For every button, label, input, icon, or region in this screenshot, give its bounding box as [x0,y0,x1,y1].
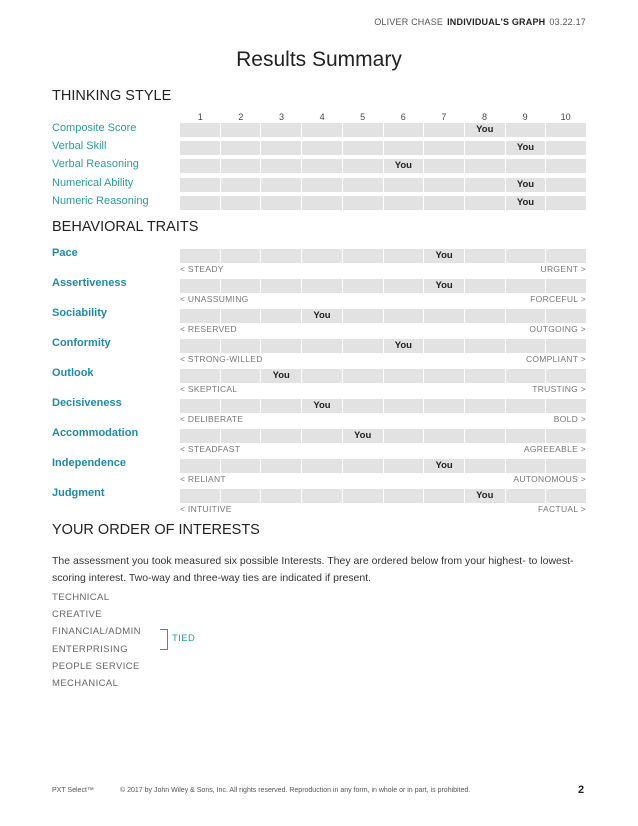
trait-high: FORCEFUL > [530,294,586,304]
score-cell [221,196,261,210]
score-bar [180,196,586,210]
trait-label: Outlook [52,367,94,379]
score-cell [261,489,301,503]
score-cell [261,399,301,413]
score-cell [546,399,586,413]
score-cell [384,429,424,443]
score-cell [261,159,301,173]
you-marker: You [476,490,494,501]
behavioral-traits-heading: BEHAVIORAL TRAITS [52,219,199,235]
you-marker: You [435,460,453,471]
you-marker: You [394,340,412,351]
score-cell [384,459,424,473]
score-cell [384,141,424,155]
interests-intro: The assessment you took measured six possible Interests. They are ordered below from your highest- to lowest-scoring interest. Two-way and three-way ties are indicated if present. [52,555,574,584]
scale-number: 6 [400,112,406,122]
page-number: 2 [578,784,585,796]
score-cell [261,339,301,353]
trait-low: < DELIBERATE [180,414,244,424]
score-cell [343,459,383,473]
trait-low: < STEADFAST [180,444,241,454]
scale-number: 8 [481,112,487,122]
score-cell [424,339,464,353]
score-cell [384,399,424,413]
score-cell [343,249,383,263]
trait-label: Conformity [52,337,111,349]
score-cell [302,196,342,210]
score-cell [343,196,383,210]
score-cell [221,141,261,155]
trait-range [180,444,586,454]
scale-number: 2 [238,112,244,122]
score-cell [261,429,301,443]
score-cell [180,369,220,383]
you-marker: You [272,370,290,381]
score-cell [506,369,546,383]
you-marker: You [435,250,453,261]
score-cell [261,369,301,383]
trait-low: < SKEPTICAL [180,384,238,394]
score-cell [302,399,342,413]
score-cell [221,159,261,173]
thinking-row-label: Verbal Reasoning [52,158,139,171]
score-cell [180,178,220,192]
trait-low: < STEADY [180,264,224,274]
score-cell [384,196,424,210]
interest-item: PEOPLE SERVICE [52,660,140,672]
score-cell [546,249,586,263]
you-marker: You [516,178,535,190]
trait-range [180,474,586,484]
score-cell [384,369,424,383]
score-cell [465,399,505,413]
score-cell [343,309,383,323]
score-cell [506,123,546,137]
trait-label: Accommodation [52,427,139,439]
score-cell [180,279,220,293]
score-cell [465,339,505,353]
score-cell [465,196,505,210]
trait-label: Judgment [52,487,105,499]
thinking-row-label: Verbal Skill [52,140,107,153]
interest-item: ENTERPRISING [52,643,129,655]
trait-high: COMPLIANT > [525,354,586,364]
score-cell [465,309,505,323]
score-cell [343,141,383,155]
trait-high: BOLD > [553,414,586,424]
score-cell [261,123,301,137]
header-report: INDIVIDUAL'S GRAPH [447,17,546,27]
score-cell [506,196,546,210]
score-cell [506,249,546,263]
score-cell [546,159,586,173]
score-cell [506,279,546,293]
score-cell [546,178,586,192]
score-bar [180,249,586,263]
trait-label: Decisiveness [52,397,122,409]
score-cell [180,249,220,263]
scale-number: 7 [441,112,447,122]
scale-number: 3 [278,112,284,122]
you-marker: You [516,196,535,208]
score-cell [424,309,464,323]
score-bar [180,429,586,443]
score-cell [465,249,505,263]
score-cell [221,309,261,323]
header-date: 03.22.17 [549,17,586,27]
score-bar [180,369,586,383]
trait-label: Independence [52,457,126,469]
trait-range [180,384,586,394]
thinking-row-label: Composite Score [52,122,137,134]
score-cell [261,141,301,155]
score-cell [424,399,464,413]
score-cell [261,249,301,263]
score-cell [180,459,220,473]
score-cell [424,178,464,192]
score-cell [465,159,505,173]
trait-high: AUTONOMOUS > [513,474,586,484]
you-marker: You [476,124,494,135]
score-cell [506,178,546,192]
trait-range [180,504,586,514]
score-cell [384,123,424,137]
score-cell [302,178,342,192]
score-cell [180,123,220,137]
score-cell [343,178,383,192]
score-cell [465,459,505,473]
score-cell [424,249,464,263]
trait-high: FACTUAL > [538,504,586,514]
page-header [374,17,586,27]
score-cell [384,339,424,353]
trait-range [180,324,586,334]
score-cell [302,459,342,473]
score-cell [465,429,505,443]
score-cell [221,399,261,413]
score-cell [506,159,546,173]
score-cell [221,369,261,383]
score-cell [424,369,464,383]
interests-heading: YOUR ORDER OF INTERESTS [52,522,260,538]
trait-low: < STRONG-WILLED [180,354,263,364]
score-bar [180,309,586,323]
score-cell [424,196,464,210]
score-cell [180,196,220,210]
score-cell [465,178,505,192]
thinking-row-label: Numeric Reasoning [52,194,149,207]
score-cell [261,178,301,192]
score-bar [180,489,586,503]
trait-label: Assertiveness [52,277,127,289]
trait-high: OUTGOING > [529,324,586,334]
footer-product: PXT Select™ [52,787,94,794]
score-bar [180,279,586,293]
score-cell [180,489,220,503]
scale-number: 5 [360,112,366,122]
score-cell [546,489,586,503]
you-marker: You [516,142,535,154]
score-cell [546,123,586,137]
score-cell [465,123,505,137]
score-cell [546,369,586,383]
score-cell [221,249,261,263]
score-bar [180,459,586,473]
score-cell [302,429,342,443]
trait-label: Sociability [52,307,108,319]
trait-range [180,264,586,274]
score-cell [221,459,261,473]
score-cell [506,489,546,503]
score-cell [180,159,220,173]
score-bar [180,141,586,155]
trait-range [180,414,586,424]
tie-bracket [160,629,168,650]
score-cell [506,459,546,473]
score-cell [180,309,220,323]
you-marker: You [313,310,331,321]
trait-high: AGREEABLE > [523,444,586,454]
score-cell [302,141,342,155]
page-title: Results Summary [236,48,402,71]
score-cell [506,141,546,155]
score-cell [424,123,464,137]
score-cell [465,489,505,503]
score-bar [180,339,586,353]
score-cell [221,429,261,443]
score-cell [384,279,424,293]
score-cell [343,489,383,503]
score-cell [180,429,220,443]
score-cell [465,141,505,155]
trait-low: < INTUITIVE [180,504,232,514]
score-cell [546,339,586,353]
score-cell [546,429,586,443]
score-bar [180,123,586,137]
score-cell [302,369,342,383]
score-cell [261,196,301,210]
trait-label: Pace [52,247,78,259]
score-cell [343,429,383,443]
score-cell [221,178,261,192]
score-cell [261,279,301,293]
score-cell [424,141,464,155]
scale-number: 1 [197,112,203,122]
you-marker: You [354,430,372,441]
score-cell [343,339,383,353]
score-cell [424,429,464,443]
score-cell [546,459,586,473]
score-cell [343,399,383,413]
score-cell [424,159,464,173]
score-cell [424,279,464,293]
scale-number: 10 [560,112,571,122]
score-bar [180,178,586,192]
interest-item: MECHANICAL [52,678,119,689]
interest-item: CREATIVE [52,609,103,621]
header-name: OLIVER CHASE [374,17,444,27]
score-cell [221,339,261,353]
score-cell [343,369,383,383]
scale-number: 9 [522,112,528,122]
interest-item: TECHNICAL [52,592,110,603]
score-cell [302,249,342,263]
score-cell [546,309,586,323]
score-cell [302,309,342,323]
trait-range [180,294,586,304]
score-cell [180,339,220,353]
score-cell [384,309,424,323]
you-marker: You [394,160,412,172]
trait-low: < UNASSUMING [180,294,249,304]
thinking-row-label: Numerical Ability [52,176,134,189]
score-cell [221,489,261,503]
score-cell [465,369,505,383]
score-cell [302,159,342,173]
trait-low: < RESERVED [180,324,237,334]
scale-number: 4 [319,112,325,122]
score-cell [180,399,220,413]
score-cell [424,459,464,473]
score-cell [384,178,424,192]
score-cell [546,141,586,155]
you-marker: You [435,280,453,291]
score-cell [302,339,342,353]
trait-low: < RELIANT [180,474,226,484]
score-bar [180,159,586,173]
score-cell [506,429,546,443]
you-marker: You [313,400,331,411]
score-cell [506,309,546,323]
interest-item: FINANCIAL/ADMIN [52,626,141,638]
score-cell [221,123,261,137]
trait-high: TRUSTING > [532,384,586,394]
score-bar [180,399,586,413]
score-cell [506,339,546,353]
score-cell [343,159,383,173]
score-cell [302,489,342,503]
score-cell [261,309,301,323]
trait-range [180,354,586,364]
footer-copyright: © 2017 by John Wiley & Sons, Inc. All rights reserved. Reproduction in any form, in whole or in part, is prohibited. [120,787,471,794]
score-cell [506,399,546,413]
score-cell [465,279,505,293]
score-cell [546,196,586,210]
score-cell [384,159,424,173]
score-cell [546,279,586,293]
tied-label: TIED [172,633,196,644]
thinking-style-heading: THINKING STYLE [52,88,172,104]
score-cell [343,279,383,293]
trait-high: URGENT > [540,264,586,274]
score-cell [302,123,342,137]
score-cell [343,123,383,137]
score-cell [384,489,424,503]
score-cell [384,249,424,263]
score-cell [221,279,261,293]
score-cell [302,279,342,293]
score-cell [261,459,301,473]
score-cell [180,141,220,155]
score-cell [424,489,464,503]
